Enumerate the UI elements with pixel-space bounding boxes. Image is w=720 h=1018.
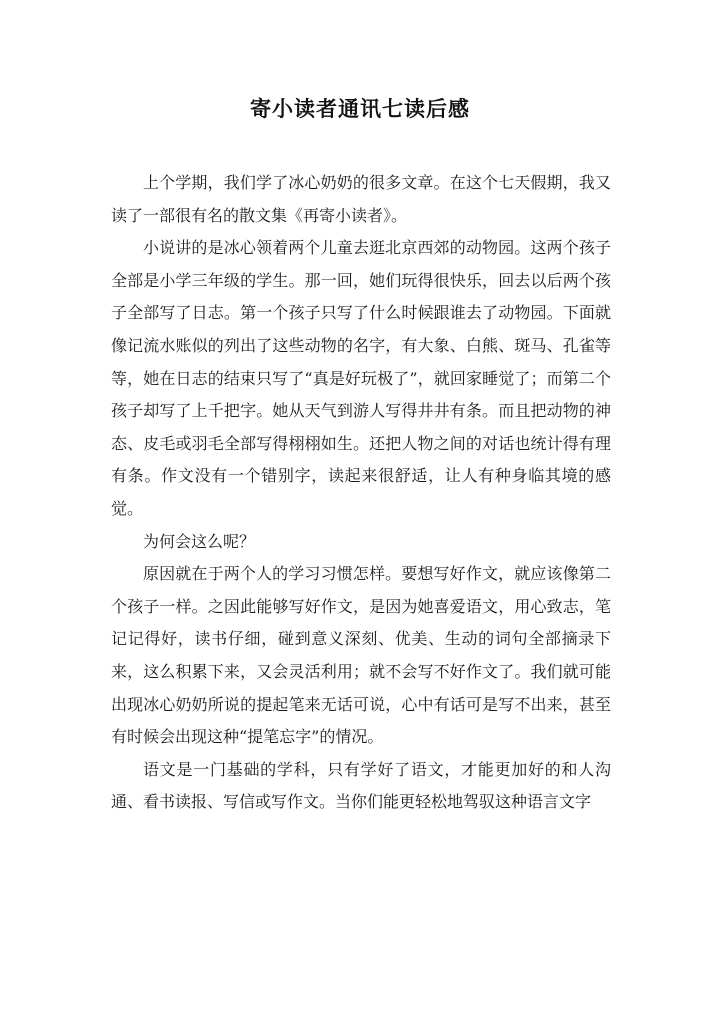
document-title: 寄小读者通讯七读后感 (250, 96, 470, 121)
paragraph-2: 小说讲的是冰心领着两个儿童去逛北京西郊的动物园。这两个孩子全部是小学三年级的学生。那一回，她们玩得很快乐，回去以后两个孩子全部写了日志。第一个孩子只写了什么时候跟谁去了动物园。下面就像记流水账似的列出了这些动物的名字，有大象、白熊、斑马、孔雀等等，她在日志的结束只写了“真是好玩极了”，就回家睡觉了；而第二个孩子却写了上千把字。她从天气到游人写得井井有条。而且把动物的神态、皮毛或羽毛全部写得栩栩如生。还把人物之间的对话也统计得有理有条。作文没有一个错别字，读起来很舒适，让人有种身临其境的感觉。 (111, 238, 611, 518)
paragraph-4: 原因就在于两个人的学习习惯怎样。要想写好作文，就应该像第二个孩子一样。之因此能够写好作文，是因为她喜爱语文，用心致志，笔记记得好，读书仔细，碰到意义深刻、优美、生动的词句全部摘录下来，这么积累下来，又会灵活利用；就不会写不好作文了。我们就可能出现冰心奶奶所说的提起笔来无话可说，心中有话可是写不出来，甚至有时候会出现这种“提笔忘字”的情况。 (111, 564, 611, 747)
paragraph-3: 为何会这么呢？ (143, 531, 256, 551)
document-body (111, 167, 611, 819)
paragraph-1: 上个学期，我们学了冰心奶奶的很多文章。在这个七天假期，我又读了一部很有名的散文集《再寄小读者》。 (111, 173, 611, 225)
paragraph-5: 语文是一门基础的学科，只有学好了语文，才能更加好的和人沟通、看书读报、写信或写作文。当你们能更轻松地驾驭这种语言文字 (111, 759, 611, 812)
